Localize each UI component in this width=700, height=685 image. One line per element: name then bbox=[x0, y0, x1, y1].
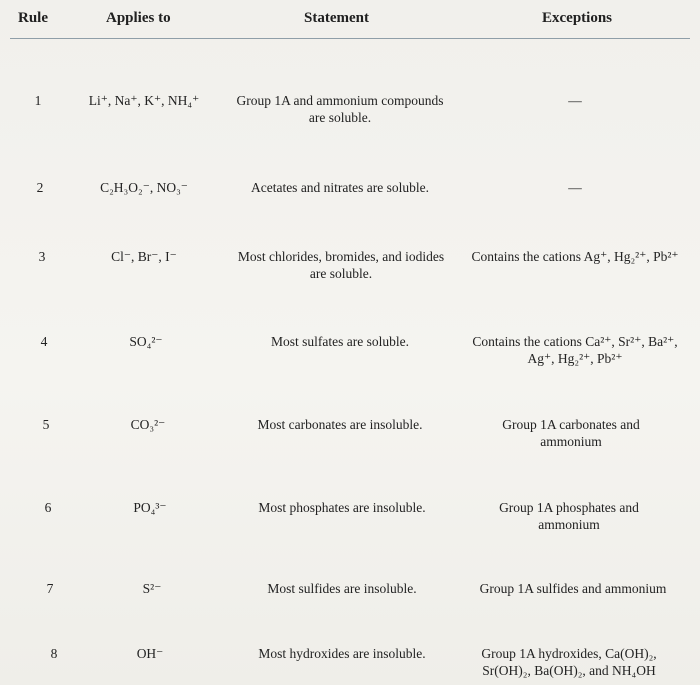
exceptions-cell: Group 1A sulfides and ammonium bbox=[479, 581, 667, 596]
applies-to-cell: S²⁻ bbox=[142, 581, 162, 596]
exceptions-cell: Contains the cations Ca²⁺, Sr²⁺, Ba²⁺, Ag⁺, Hg₂²⁺, Pb²⁺ bbox=[472, 334, 678, 366]
rule-number: 3 bbox=[38, 249, 46, 264]
applies-to-cell: C₂H₃O₂⁻, NO₃⁻ bbox=[100, 180, 188, 195]
rule-number: 1 bbox=[34, 93, 42, 108]
statement-cell: Most carbonates are insoluble. bbox=[257, 417, 423, 432]
rule-number: 2 bbox=[36, 180, 44, 195]
header-applies-to: Applies to bbox=[106, 10, 171, 26]
header-rule: Rule bbox=[18, 10, 48, 26]
rule-number: 6 bbox=[44, 500, 52, 515]
statement-cell: Group 1A and ammonium compounds are soluble. bbox=[236, 93, 444, 125]
exceptions-cell: Group 1A phosphates and ammonium bbox=[499, 500, 639, 532]
applies-to-cell: CO₃²⁻ bbox=[130, 417, 166, 432]
header-statement: Statement bbox=[304, 10, 369, 26]
statement-cell: Acetates and nitrates are soluble. bbox=[250, 180, 430, 195]
rule-number: 5 bbox=[42, 417, 50, 432]
rule-number: 4 bbox=[40, 334, 48, 349]
applies-to-cell: PO₄³⁻ bbox=[133, 500, 167, 515]
exceptions-cell: — bbox=[568, 180, 582, 195]
statement-cell: Most hydroxides are insoluble. bbox=[258, 646, 426, 661]
header-divider bbox=[10, 38, 690, 39]
statement-cell: Most sulfates are soluble. bbox=[271, 334, 409, 349]
applies-to-cell: Cl⁻, Br⁻, I⁻ bbox=[111, 249, 177, 264]
header-exceptions: Exceptions bbox=[542, 10, 613, 26]
applies-to-cell: OH⁻ bbox=[136, 646, 164, 661]
exceptions-cell: Contains the cations Ag⁺, Hg₂²⁺, Pb²⁺ bbox=[471, 249, 679, 264]
statement-cell: Most chlorides, bromides, and iodides are soluble. bbox=[237, 249, 445, 281]
statement-cell: Most sulfides are insoluble. bbox=[267, 581, 417, 596]
exceptions-cell: Group 1A carbonates and ammonium bbox=[502, 417, 640, 449]
statement-cell: Most phosphates are insoluble. bbox=[258, 500, 426, 515]
rule-number: 8 bbox=[50, 646, 58, 661]
applies-to-cell: Li⁺, Na⁺, K⁺, NH₄⁺ bbox=[88, 93, 200, 108]
exceptions-cell: — bbox=[568, 93, 582, 108]
exceptions-cell: Group 1A hydroxides, Ca(OH)₂, Sr(OH)₂, Ba(OH)₂, and NH₄OH bbox=[481, 646, 657, 678]
rule-number: 7 bbox=[46, 581, 54, 596]
applies-to-cell: SO₄²⁻ bbox=[129, 334, 163, 349]
